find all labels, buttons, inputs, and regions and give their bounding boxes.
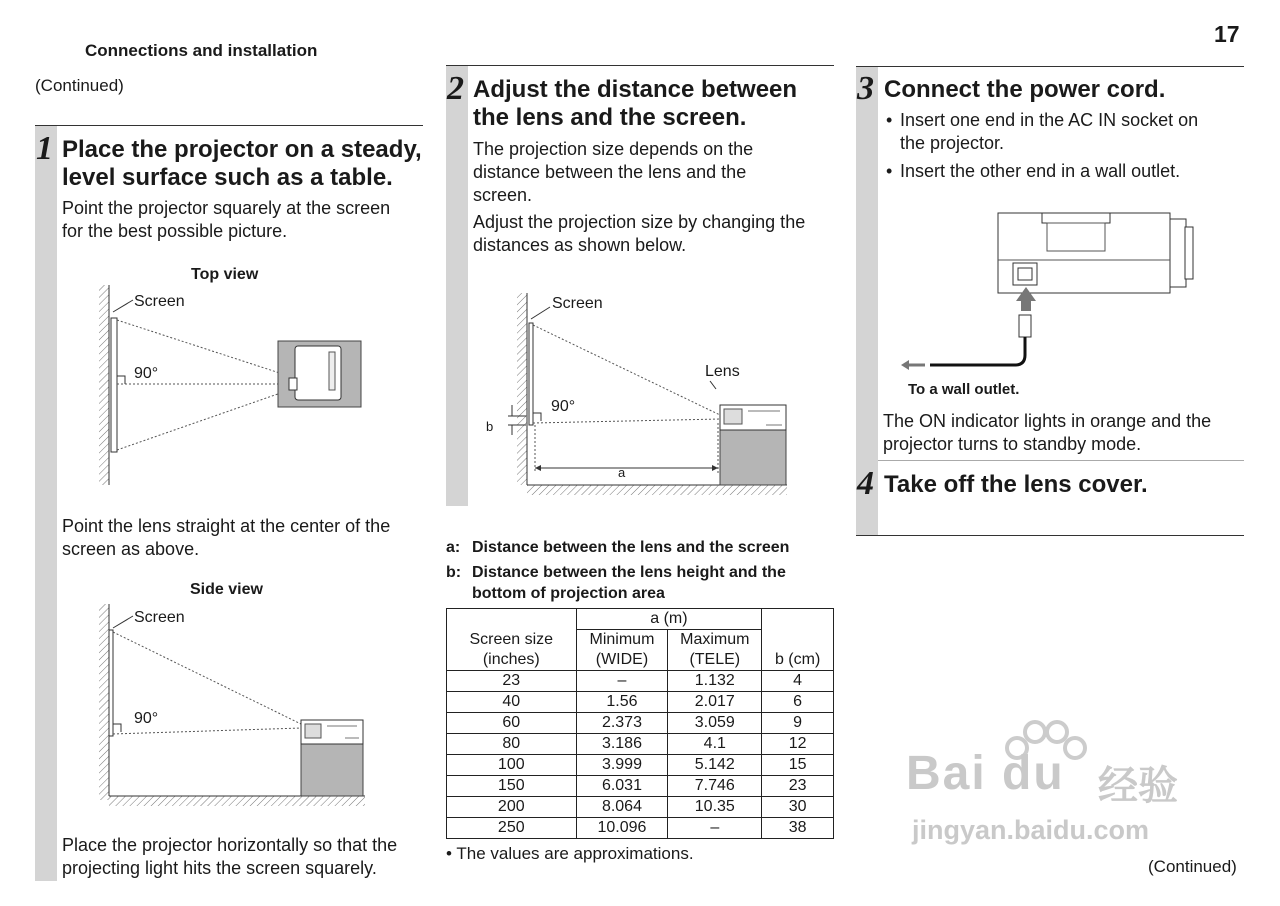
- watermark-cn: 经验: [1098, 764, 1178, 808]
- cell-b: 6: [762, 692, 834, 713]
- table-row: [447, 818, 834, 839]
- header-b: b (cm): [762, 650, 834, 671]
- cell-size: 40: [447, 692, 577, 713]
- dist-lens-label: Lens: [705, 363, 740, 380]
- step3-bullet-1-line2: the projector.: [900, 133, 1005, 153]
- section-header: Connections and installation: [85, 41, 318, 60]
- plug: [1019, 315, 1031, 337]
- side-view-caption: Side view: [190, 581, 263, 598]
- step3-after-line2: projector turns to standby mode.: [883, 434, 1142, 454]
- cell-max: 3.059: [668, 713, 762, 734]
- top-screen-label: Screen: [134, 293, 185, 310]
- step2-p1-line1: The projection size depends on the: [473, 139, 754, 159]
- table-row: [447, 797, 834, 818]
- step3-bullet-2: [884, 160, 1244, 183]
- header-screen-line2: (inches): [447, 650, 577, 671]
- power-cord: [930, 337, 1025, 365]
- outlet-caption: To a wall outlet.: [908, 381, 1020, 398]
- step1-rule: [35, 125, 423, 126]
- table-row: [447, 776, 834, 797]
- step2-rule: [446, 65, 834, 66]
- dist-a-label: a: [618, 465, 626, 480]
- header-a-group: a (m): [576, 609, 762, 630]
- cell-min: –: [576, 671, 668, 692]
- side-screen-label: Screen: [134, 609, 185, 626]
- watermark-url: jingyan.baidu.com: [912, 815, 1150, 845]
- dist-b-label: b: [486, 419, 494, 434]
- cell-max: –: [668, 818, 762, 839]
- top-view-diagram: [95, 280, 370, 495]
- step1-number: 1: [36, 130, 53, 167]
- power-cord-diagram: [895, 205, 1205, 380]
- table-header-row-2: [447, 630, 834, 651]
- top-view-caption: Top view: [191, 266, 259, 283]
- step1-title-line1: Place the projector on a steady,: [62, 136, 422, 163]
- header-min-line1: Minimum: [576, 630, 668, 651]
- header-screen-line1: Screen size: [447, 630, 577, 651]
- step1-bottom-line1: Place the projector horizontally so that the: [62, 835, 398, 855]
- legend-a-key: a:: [446, 539, 461, 556]
- cell-min: 3.186: [576, 734, 668, 755]
- step2-p1-line3: screen.: [473, 185, 533, 205]
- step1-sidebar: [35, 126, 57, 881]
- header-empty: [447, 609, 577, 630]
- cell-max: 2.017: [668, 692, 762, 713]
- step2-title-line2: the lens and the screen.: [473, 104, 747, 131]
- step4-separator: [878, 460, 1244, 461]
- step2-p2-line2: distances as shown below.: [473, 235, 687, 255]
- side-view-diagram: [95, 600, 375, 812]
- cell-b: 9: [762, 713, 834, 734]
- dist-angle-label: 90°: [551, 398, 576, 415]
- header-max-line1: Maximum: [668, 630, 762, 651]
- cell-b: 12: [762, 734, 834, 755]
- table-note: • The values are approximations.: [446, 844, 694, 863]
- screen-rect: [111, 318, 117, 452]
- cell-b: 38: [762, 818, 834, 839]
- cell-max: 4.1: [668, 734, 762, 755]
- continued-top: (Continued): [35, 76, 124, 95]
- cell-min: 2.373: [576, 713, 668, 734]
- step3-bullet-1-line1: Insert one end in the AC IN socket on: [900, 110, 1199, 130]
- legend-b: [446, 562, 786, 583]
- cell-b: 30: [762, 797, 834, 818]
- cell-b: 4: [762, 671, 834, 692]
- header-min-line2: (WIDE): [576, 650, 668, 671]
- step2-p1-line2: distance between the lens and the: [473, 162, 747, 182]
- table-row: [447, 692, 834, 713]
- legend-a: [446, 537, 789, 558]
- cell-b: 23: [762, 776, 834, 797]
- step1-text-line1: Point the projector squarely at the screen: [62, 198, 391, 218]
- legend-b-key: b:: [446, 564, 462, 581]
- step3-rule: [856, 66, 1244, 67]
- cell-max: 1.132: [668, 671, 762, 692]
- cell-size: 23: [447, 671, 577, 692]
- dist-screen-label: Screen: [552, 295, 603, 312]
- step4-number: 4: [857, 465, 874, 502]
- table-row: [447, 713, 834, 734]
- step3-title: Connect the power cord.: [884, 76, 1166, 103]
- cell-size: 250: [447, 818, 577, 839]
- table-row: [447, 734, 834, 755]
- cell-min: 3.999: [576, 755, 668, 776]
- legend-a-text: Distance between the lens and the screen: [472, 539, 790, 556]
- step2-sidebar: [446, 66, 468, 506]
- cell-min: 10.096: [576, 818, 668, 839]
- step1-bottom-line2: projecting light hits the screen squarely.: [62, 858, 377, 878]
- header-empty-b: [762, 609, 834, 630]
- cell-max: 10.35: [668, 797, 762, 818]
- cell-b: 15: [762, 755, 834, 776]
- continued-bottom: (Continued): [1148, 857, 1237, 876]
- step3-bullets: [884, 109, 1244, 188]
- table-row: [447, 755, 834, 776]
- cell-size: 150: [447, 776, 577, 797]
- step3-number: 3: [857, 70, 874, 107]
- cell-size: 80: [447, 734, 577, 755]
- side-angle-label: 90°: [134, 710, 159, 727]
- table-row: [447, 671, 834, 692]
- cell-max: 5.142: [668, 755, 762, 776]
- cell-max: 7.746: [668, 776, 762, 797]
- step1-title-line2: level surface such as a table.: [62, 164, 393, 191]
- header-max-line2: (TELE): [668, 650, 762, 671]
- cell-min: 8.064: [576, 797, 668, 818]
- step3-bullet-2-text: Insert the other end in a wall outlet.: [900, 161, 1181, 181]
- step3-after-line1: The ON indicator lights in orange and the: [883, 411, 1212, 431]
- watermark-brand: Bai du: [906, 747, 1065, 800]
- table-header-row-3: [447, 650, 834, 671]
- column3-bottom-rule: [856, 535, 1244, 536]
- step1-mid-line1: Point the lens straight at the center of the: [62, 516, 391, 536]
- step2-p2-line1: Adjust the projection size by changing the: [473, 212, 806, 232]
- header-b-spacer: [762, 630, 834, 651]
- cell-min: 6.031: [576, 776, 668, 797]
- cell-size: 60: [447, 713, 577, 734]
- step1-mid-line2: screen as above.: [62, 539, 200, 559]
- distance-table: [446, 608, 834, 839]
- cell-size: 100: [447, 755, 577, 776]
- legend-b-text-line2: bottom of projection area: [472, 585, 665, 602]
- wall-hatch: [99, 285, 109, 485]
- step2-number: 2: [447, 70, 464, 107]
- step4-title: Take off the lens cover.: [884, 471, 1148, 498]
- step1-text-line2: for the best possible picture.: [62, 221, 288, 241]
- legend-b-text-line1: Distance between the lens height and the: [472, 564, 786, 581]
- step3-bullet-1: [884, 109, 1244, 155]
- page-number: 17: [1214, 21, 1240, 47]
- top-angle-label: 90°: [134, 365, 159, 382]
- distance-diagram: [480, 285, 795, 500]
- cell-size: 200: [447, 797, 577, 818]
- step2-title-line1: Adjust the distance between: [473, 76, 798, 103]
- table-header-row-1: [447, 609, 834, 630]
- cell-min: 1.56: [576, 692, 668, 713]
